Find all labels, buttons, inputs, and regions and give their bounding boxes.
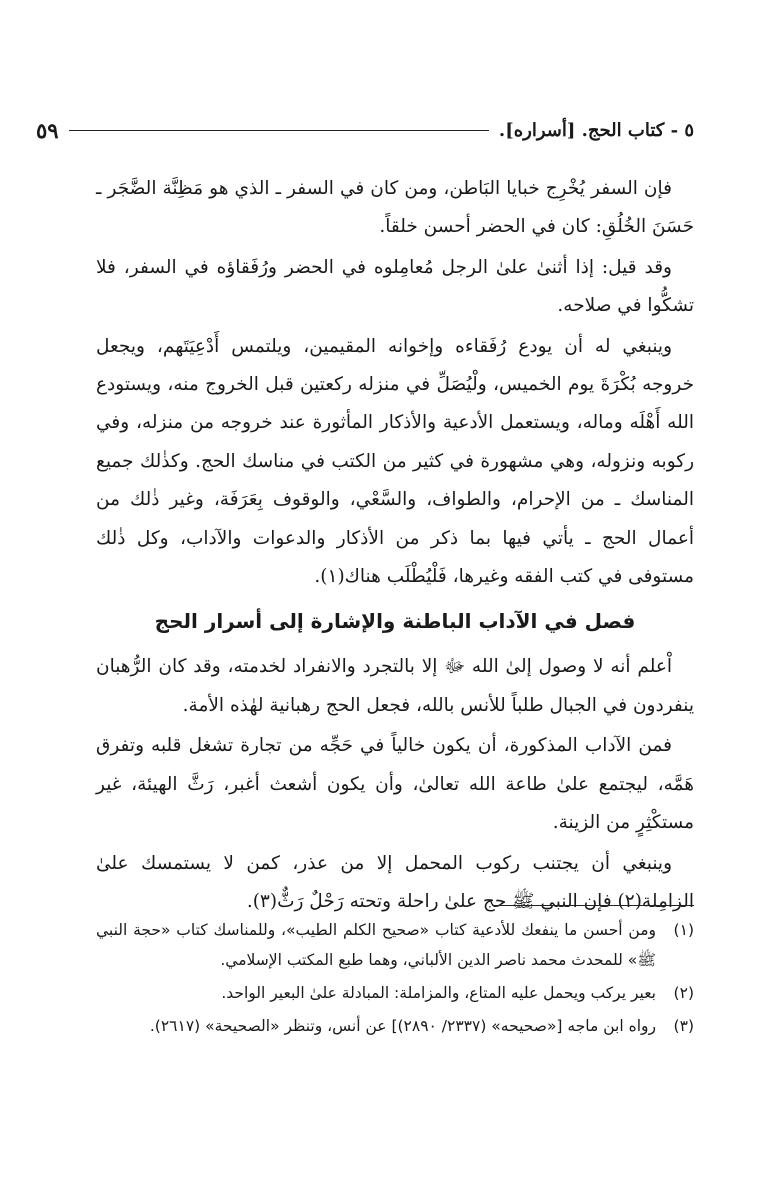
footnote-text: بعير يركب ويحمل عليه المتاع، والمزاملة: المبادلة علىٰ البعير الواحد.: [221, 984, 656, 1002]
footnote-1: [96, 915, 694, 975]
footnote-number: (٢): [673, 984, 694, 1002]
main-text: [96, 170, 694, 923]
footnote-text: رواه ابن ماجه [«صحيحه» (٢٣٣٧/ ٢٨٩٠)] عن أنس، وتنظر «الصحيحة» (٢٦١٧).: [149, 1017, 656, 1035]
footnote-2: [96, 978, 694, 1008]
section-heading: فصل في الآداب الباطنة والإشارة إلى أسرار الحج: [154, 609, 636, 634]
footnote-number: (٣): [673, 1017, 694, 1035]
paragraph-2: وقد قيل: إذا أثنىٰ علىٰ الرجل مُعامِلوه في الحضر ورُفَقاؤه في السفر، فلا تشكُّوا في صلاحه.: [96, 256, 694, 317]
page-number: ٥٩: [36, 117, 59, 143]
header-rule: [69, 130, 489, 131]
paragraph-5: فمن الآداب المذكورة، أن يكون خالياً في حَجِّه من تجارة تشغل قلبه وتفرق هَمَّه، ليجتمع علىٰ طاعة الله تعالىٰ، وأن يكون أشعث أغبر، رَثَّ الهيئة، غير مستكْثِرٍ من الزينة.: [96, 735, 694, 834]
running-header: [36, 112, 694, 148]
footnote-3: [96, 1011, 694, 1041]
footnote-number: (١): [673, 921, 694, 939]
paragraph-1: فإن السفر يُخْرِج خبايا البَاطن، ومن كان في السفر ـ الذي هو مَظِنَّة الضَّجَر ـ حَسَنَ الخُلُقِ: كان في الحضر أحسن خلقاً.: [96, 178, 694, 238]
paragraph-4: اْعلم أنه لا وصول إلىٰ الله ﷻ إلا بالتجرد والانفراد لخدمته، وقد كان الرُّهبان ينفردون في الجبال طلباً للأنس بالله، فجعل الحج رهبانية لهٰذه الأمة.: [96, 656, 694, 716]
chapter-title: ٥ - كتاب الحج. [أسراره].: [498, 119, 694, 141]
paragraph-3: وينبغي له أن يودع رُفَقاءه وإخوانه المقيمين، ويلتمس أَدْعِيَتَهم، ويجعل خروجه بُكْرَةَ يوم الخميس، ولْيُصَلِّ في منزله ركعتين قبل الخروج منه، ويستودع الله أَهْلَه وماله، ويستعمل الأدعية والأذكار المأثورة عند خروجه من منزله، وفي ركوبه ونزوله، وهي مشهورة في كثير من الكتب في مناسك الحج. وكذٰلك جميع المناسك ـ من الإحرام، والطواف، والسَّعْي، والوقوف بِعَرَفَة، وغير ذٰلك من أعمال الحج ـ يأتي فيها بما ذكر من الأذكار والدعوات والآداب، وكل ذٰلك مستوفى في كتب الفقه وغيرها، فَلْيُطْلَب هناك(١).: [96, 335, 694, 588]
footnote-rule: [494, 905, 694, 906]
footnote-text: ومن أحسن ما ينفعك للأدعية كتاب «صحيح الكلم الطيب»، وللمناسك كتاب «حجة النبي ﷺ» للمحدث محمد ناصر الدين الألباني، وهما طبع المكتب الإسلامي.: [96, 921, 656, 969]
paragraph-6: وينبغي أن يجتنب ركوب المحمل إلا من عذر، كمن لا يستمسك علىٰ الزامِلة(٢) فإن النبي ﷺ حج علىٰ راحلة وتحته رَحْلٌ رَثٌّ(٣).: [96, 852, 694, 912]
footnotes: [96, 915, 694, 1044]
